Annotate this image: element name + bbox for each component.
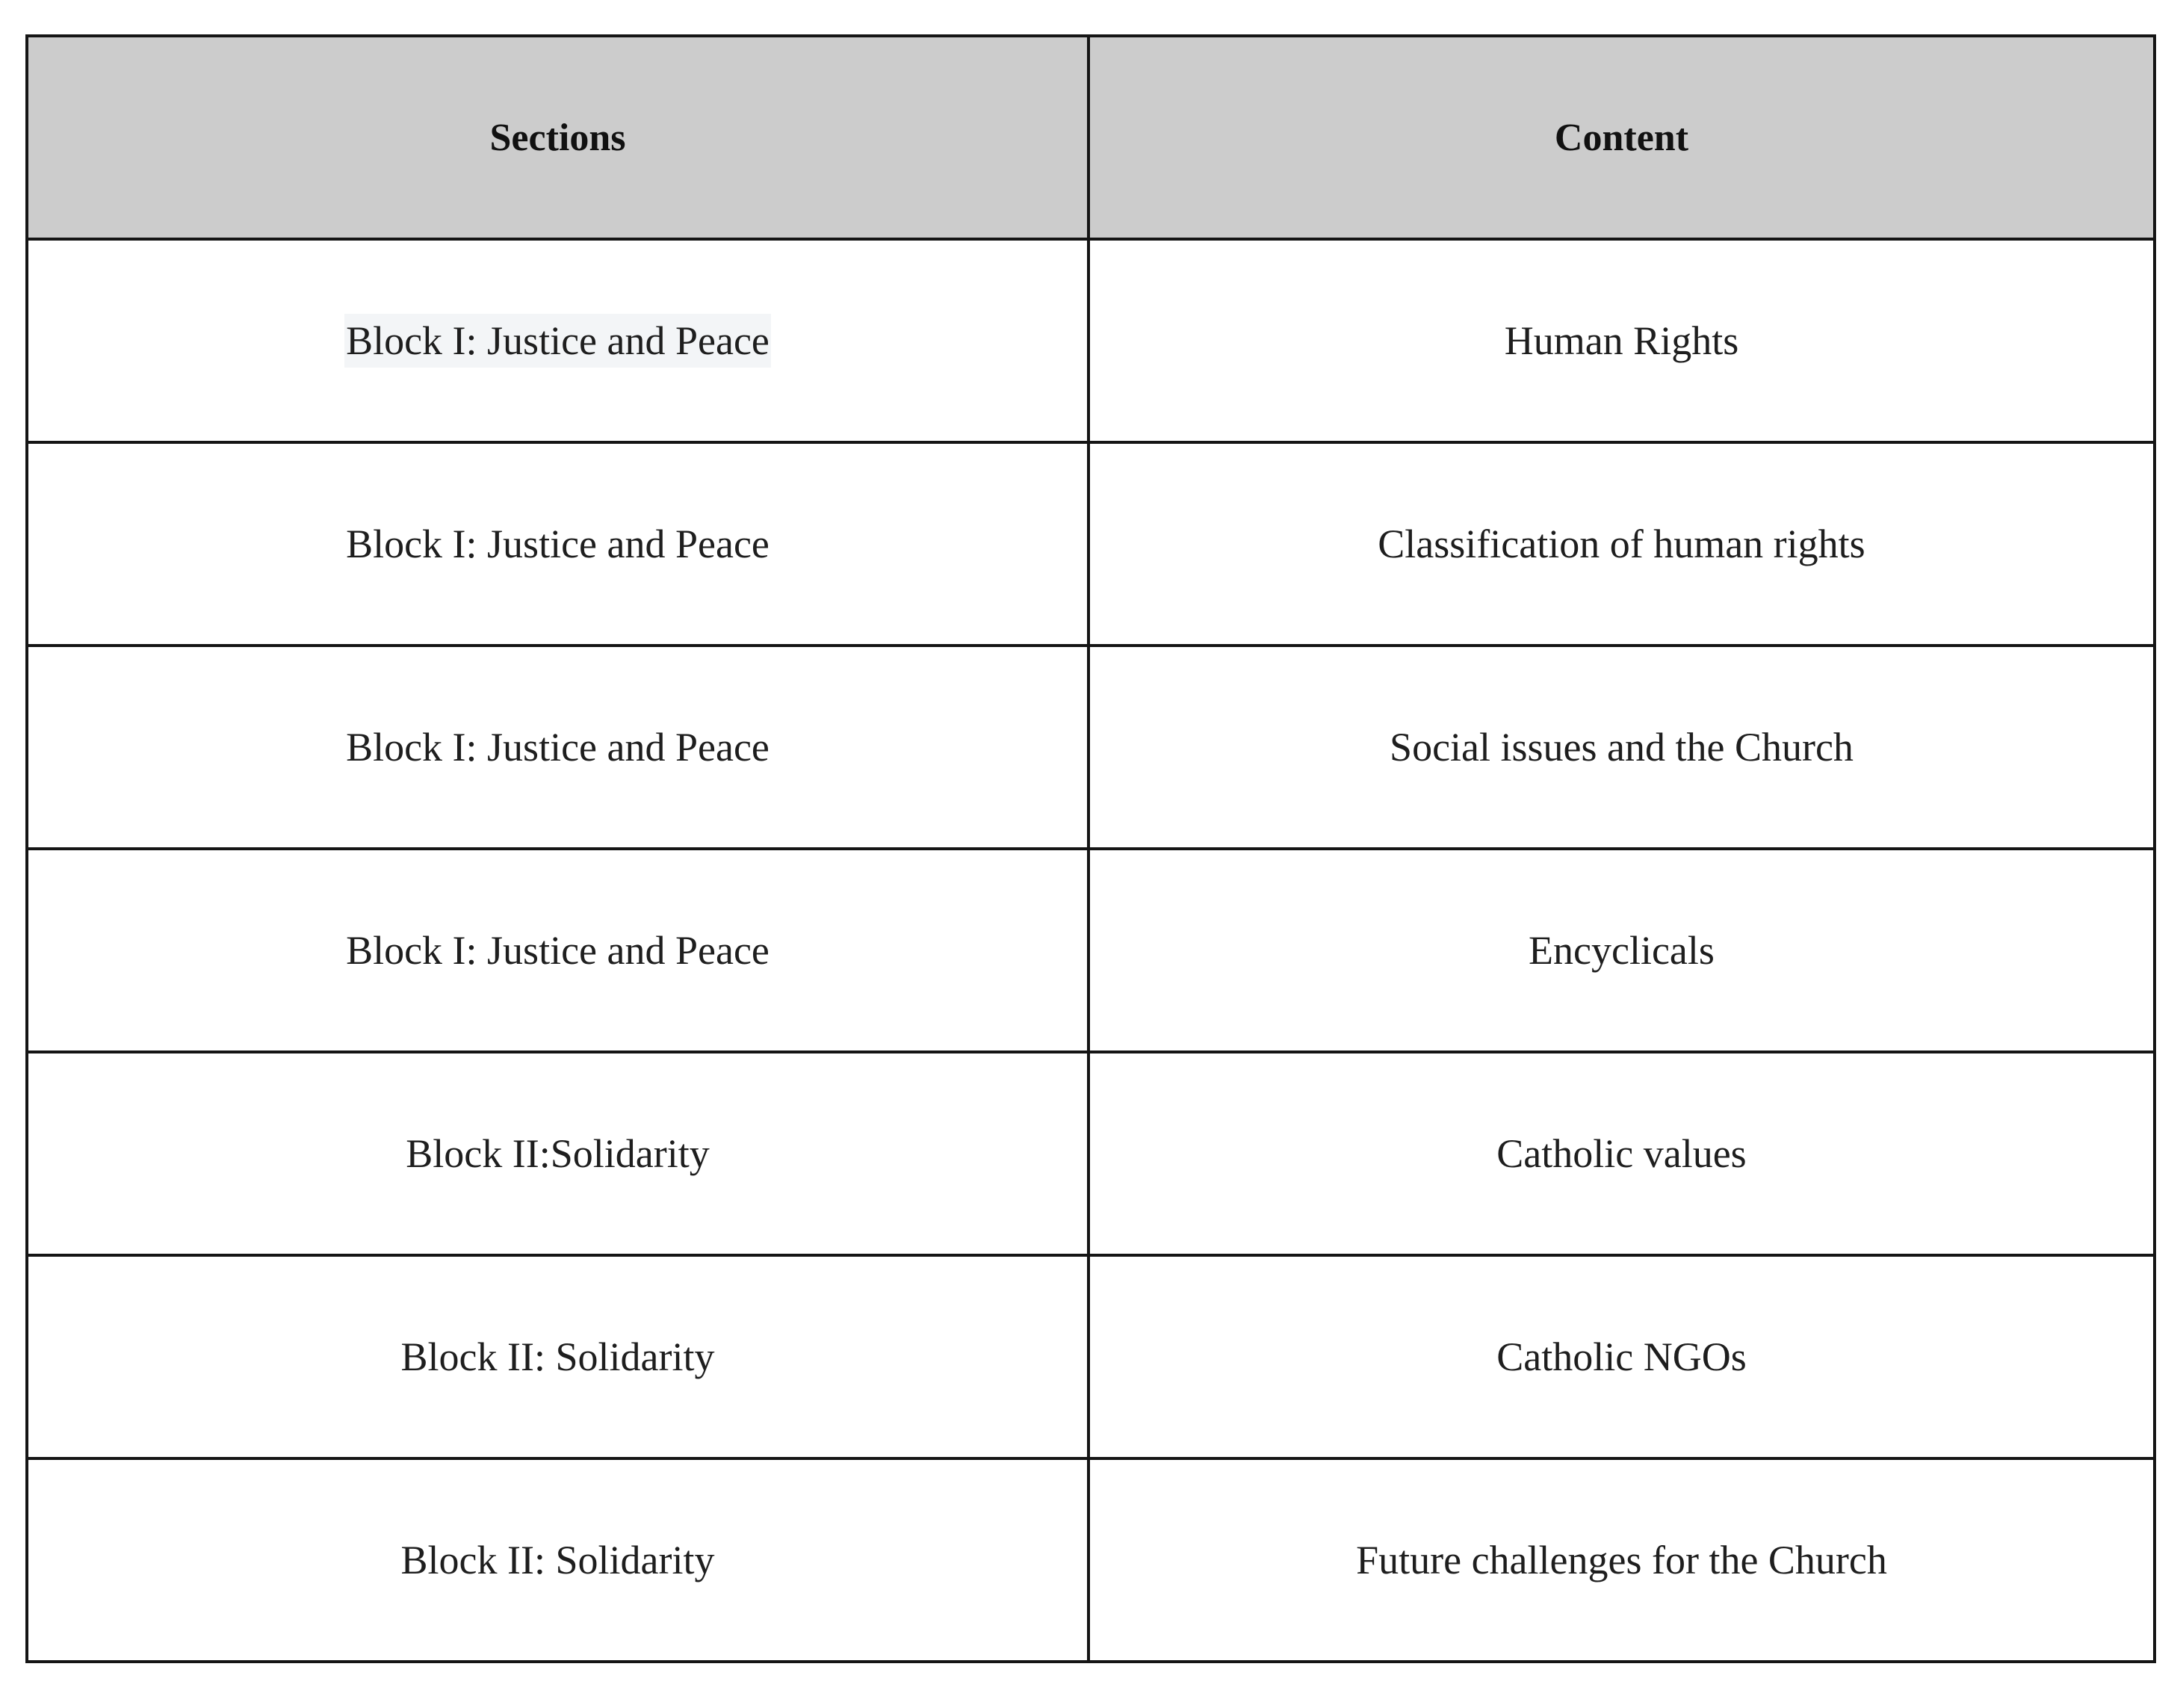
section-cell: Block II: Solidarity	[27, 1255, 1089, 1458]
table-row	[27, 1052, 2155, 1255]
section-cell	[27, 239, 1089, 442]
section-cell: Block I: Justice and Peace	[27, 849, 1089, 1052]
table-row	[27, 646, 2155, 849]
section-cell: Block II: Solidarity	[27, 1458, 1089, 1662]
sections-content-table	[25, 34, 2156, 1663]
content-cell: Catholic values	[1089, 1052, 2155, 1255]
section-cell: Block I: Justice and Peace	[27, 442, 1089, 646]
table-row	[27, 849, 2155, 1052]
table-row	[27, 239, 2155, 442]
section-cell: Block II:Solidarity	[27, 1052, 1089, 1255]
header-content: Content	[1089, 36, 2155, 239]
table-row	[27, 442, 2155, 646]
table-header-row	[27, 36, 2155, 239]
table-row	[27, 1458, 2155, 1662]
content-cell: Future challenges for the Church	[1089, 1458, 2155, 1662]
content-cell: Classification of human rights	[1089, 442, 2155, 646]
content-cell: Encyclicals	[1089, 849, 2155, 1052]
content-cell: Catholic NGOs	[1089, 1255, 2155, 1458]
table-row	[27, 1255, 2155, 1458]
header-sections: Sections	[27, 36, 1089, 239]
content-cell: Social issues and the Church	[1089, 646, 2155, 849]
section-cell: Block I: Justice and Peace	[27, 646, 1089, 849]
section-text: Block I: Justice and Peace	[344, 314, 771, 368]
content-cell: Human Rights	[1089, 239, 2155, 442]
